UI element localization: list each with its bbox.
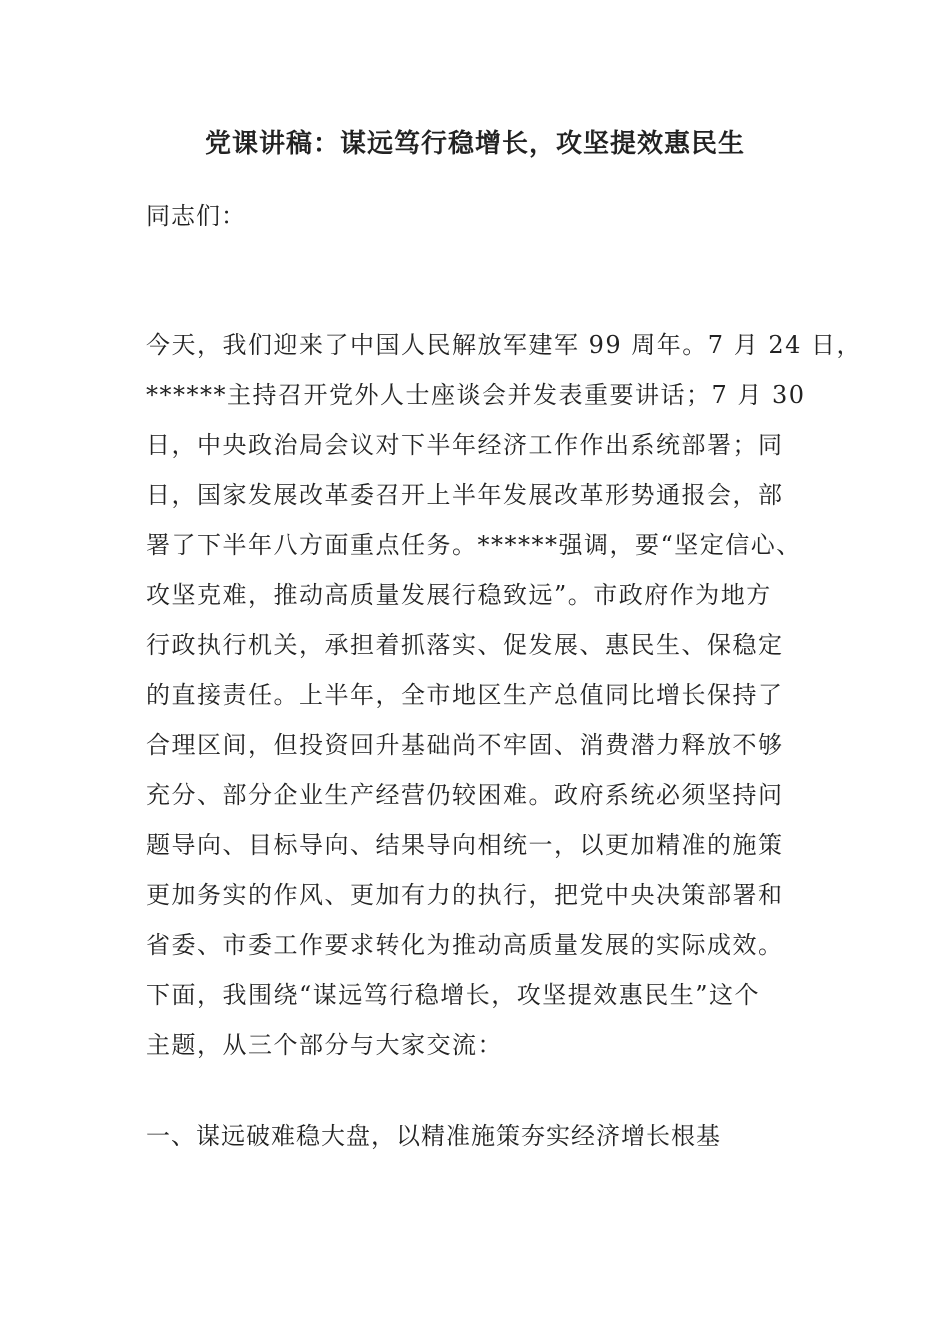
body-line: 下面，我围绕“谋远笃行稳增长，攻坚提效惠民生”这个 — [146, 981, 761, 1009]
body-paragraph — [146, 320, 862, 1070]
body-line: 日，中央政治局会议对下半年经济工作作出系统部署；同 — [146, 431, 784, 459]
body-line: 充分、部分企业生产经营仍较困难。政府系统必须坚持问 — [146, 781, 784, 809]
body-line: 合理区间，但投资回升基础尚不牢固、消费潜力释放不够 — [146, 731, 784, 759]
body-line: 行政执行机关，承担着抓落实、促发展、惠民生、保稳定 — [146, 631, 784, 659]
body-line: 省委、市委工作要求转化为推动高质量发展的实际成效。 — [146, 931, 784, 959]
salutation: 同志们： — [146, 202, 246, 230]
body-line: 今天，我们迎来了中国人民解放军建军 99 周年。7 月 24 日， — [146, 331, 862, 359]
body-line: 题导向、目标导向、结果导向相统一，以更加精准的施策 — [146, 831, 784, 859]
body-line: 主题，从三个部分与大家交流： — [146, 1031, 503, 1059]
body-line: 更加务实的作风、更加有力的执行，把党中央决策部署和 — [146, 881, 784, 909]
body-line: ******主持召开党外人士座谈会并发表重要讲话；7 月 30 — [146, 381, 806, 409]
body-line: 日，国家发展改革委召开上半年发展改革形势通报会，部 — [146, 481, 784, 509]
body-line: 攻坚克难，推动高质量发展行稳致远”。市政府作为地方 — [146, 581, 772, 609]
body-line: 的直接责任。上半年，全市地区生产总值同比增长保持了 — [146, 681, 784, 709]
document-title: 党课讲稿：谋远笃行稳增长，攻坚提效惠民生 — [204, 129, 745, 159]
body-line: 署了下半年八方面重点任务。******强调，要“坚定信心、 — [146, 531, 802, 559]
section-heading: 一、谋远破难稳大盘，以精准施策夯实经济增长根基 — [146, 1122, 721, 1150]
